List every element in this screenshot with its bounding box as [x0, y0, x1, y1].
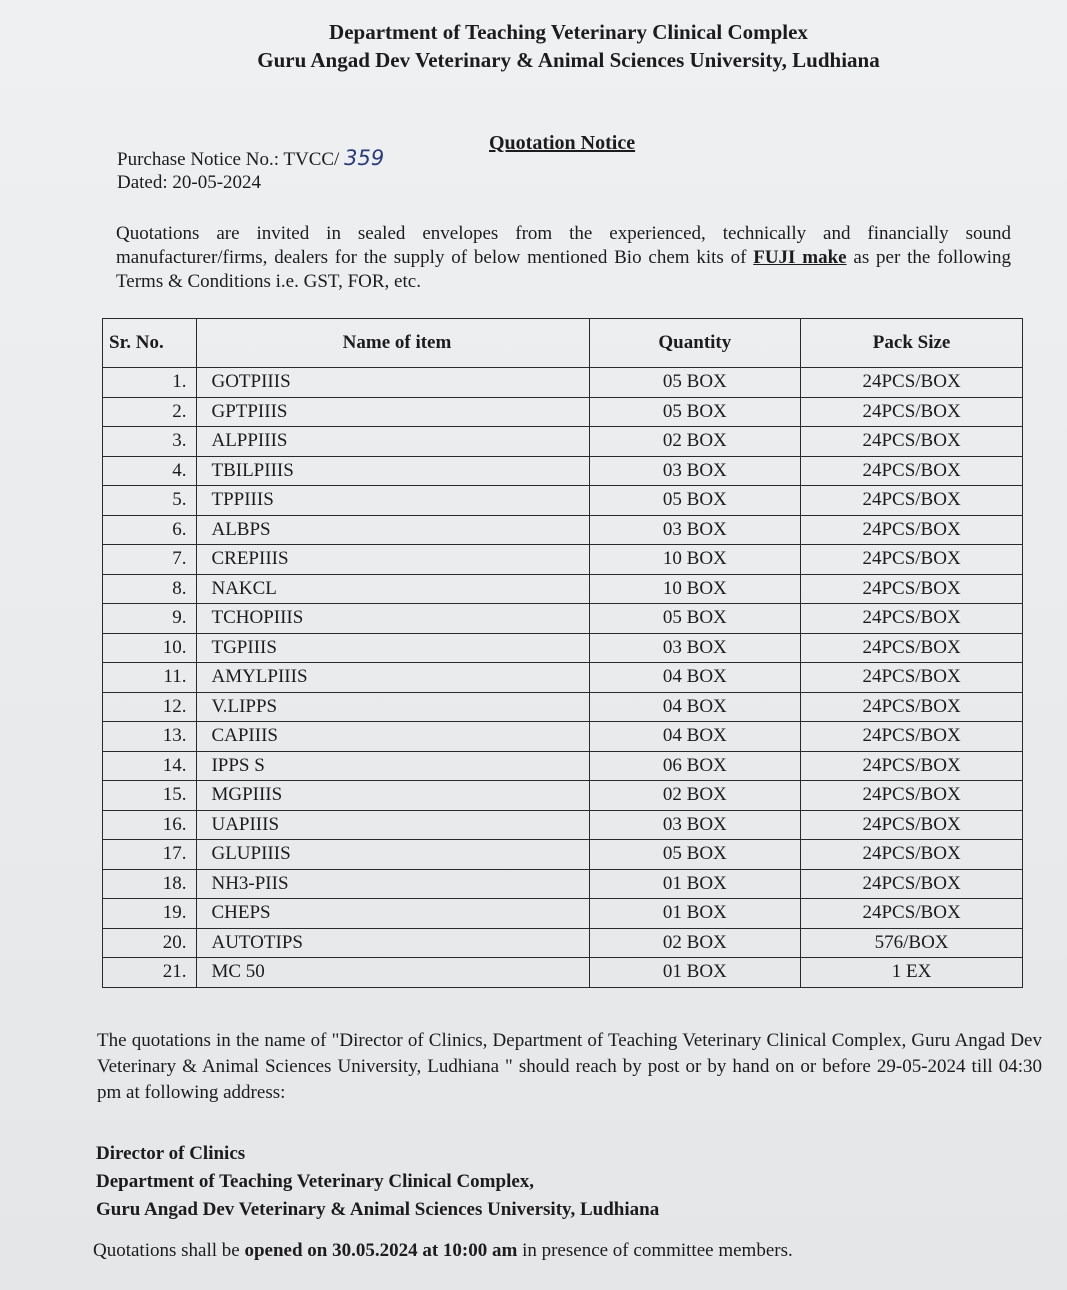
row-sr-no: 19.: [103, 899, 197, 929]
row-pack-size: 24PCS/BOX: [801, 515, 1023, 545]
row-item-name: GLUPIIIS: [197, 840, 589, 870]
row-item-name: IPPS S: [197, 751, 589, 781]
row-quantity: 03 BOX: [589, 515, 801, 545]
row-quantity: 02 BOX: [589, 928, 801, 958]
row-quantity: 10 BOX: [589, 545, 801, 575]
address-block: [96, 1140, 659, 1224]
address-line-3: Guru Angad Dev Veterinary & Animal Sciences University, Ludhiana: [96, 1199, 660, 1220]
table-row: [103, 604, 1023, 634]
make-highlight: FUJI make: [753, 247, 847, 268]
row-item-name: MGPIIIS: [197, 781, 589, 811]
address-line-1: Director of Clinics: [96, 1143, 246, 1164]
row-sr-no: 2.: [103, 397, 197, 427]
row-item-name: TBILPIIIS: [197, 456, 589, 486]
table-row: [103, 397, 1023, 427]
row-item-name: TGPIIIS: [197, 633, 589, 663]
row-quantity: 05 BOX: [589, 486, 801, 516]
row-quantity: 01 BOX: [589, 899, 801, 929]
table-row: [103, 810, 1023, 840]
row-sr-no: 5.: [103, 486, 197, 516]
row-sr-no: 17.: [103, 840, 197, 870]
row-quantity: 01 BOX: [589, 869, 801, 899]
row-quantity: 04 BOX: [589, 692, 801, 722]
row-item-name: NAKCL: [197, 574, 589, 604]
table-header-row: [103, 319, 1023, 368]
row-pack-size: 24PCS/BOX: [801, 692, 1023, 722]
items-table: [102, 318, 1023, 988]
intro-paragraph: [116, 222, 1011, 294]
header-quantity: Quantity: [589, 319, 801, 368]
row-item-name: TPPIIIS: [197, 486, 589, 516]
row-sr-no: 14.: [103, 751, 197, 781]
handwritten-notice-number: 359: [344, 146, 385, 170]
notice-date: Dated: 20-05-2024: [117, 172, 262, 193]
row-sr-no: 20.: [103, 928, 197, 958]
table-row: [103, 899, 1023, 929]
table-row: [103, 869, 1023, 899]
table-row: [103, 928, 1023, 958]
table-row: [103, 368, 1023, 398]
row-pack-size: 1 EX: [801, 958, 1023, 988]
row-item-name: UAPIIIS: [197, 810, 589, 840]
table-row: [103, 633, 1023, 663]
header-pack-size: Pack Size: [801, 319, 1023, 368]
row-sr-no: 12.: [103, 692, 197, 722]
row-quantity: 06 BOX: [589, 751, 801, 781]
submission-paragraph: The quotations in the name of "Director of Clinics, Department of Teaching Veterinary Clinical Complex, Guru Angad Dev Veterinary & Animal Sciences University, Ludhiana " should reach by post or by hand on or before 29-05-2024 till 04:30 pm at following address:: [97, 1030, 1042, 1103]
row-sr-no: 21.: [103, 958, 197, 988]
table-row: [103, 958, 1023, 988]
row-pack-size: 24PCS/BOX: [801, 633, 1023, 663]
table-row: [103, 722, 1023, 752]
row-quantity: 05 BOX: [589, 368, 801, 398]
row-item-name: TCHOPIIIS: [197, 604, 589, 634]
row-sr-no: 4.: [103, 456, 197, 486]
table-row: [103, 427, 1023, 457]
row-quantity: 01 BOX: [589, 958, 801, 988]
table-row: [103, 574, 1023, 604]
row-pack-size: 24PCS/BOX: [801, 545, 1023, 575]
table-row: [103, 663, 1023, 693]
university-heading: Guru Angad Dev Veterinary & Animal Sciences University, Ludhiana: [257, 48, 880, 72]
purchase-notice-label: Purchase Notice No.: TVCC/: [117, 149, 340, 170]
table-row: [103, 781, 1023, 811]
row-item-name: ALPPIIIS: [197, 427, 589, 457]
closing-text-end: in presence of committee members.: [517, 1240, 793, 1261]
row-sr-no: 8.: [103, 574, 197, 604]
row-quantity: 03 BOX: [589, 633, 801, 663]
row-sr-no: 13.: [103, 722, 197, 752]
row-pack-size: 576/BOX: [801, 928, 1023, 958]
row-item-name: GPTPIIIS: [197, 397, 589, 427]
purchase-notice-number: [117, 146, 384, 171]
row-pack-size: 24PCS/BOX: [801, 574, 1023, 604]
intro-text-end: as per the following Terms & Conditions i.e. GST, FOR, etc.: [116, 247, 1011, 292]
table-row: [103, 840, 1023, 870]
row-pack-size: 24PCS/BOX: [801, 810, 1023, 840]
row-pack-size: 24PCS/BOX: [801, 397, 1023, 427]
row-item-name: ALBPS: [197, 515, 589, 545]
row-item-name: NH3-PIIS: [197, 869, 589, 899]
table-row: [103, 751, 1023, 781]
table-row: [103, 456, 1023, 486]
closing-text-start: Quotations shall be: [93, 1240, 245, 1261]
row-sr-no: 15.: [103, 781, 197, 811]
row-pack-size: 24PCS/BOX: [801, 781, 1023, 811]
row-sr-no: 6.: [103, 515, 197, 545]
intro-text-start: Quotations are invited in sealed envelopes from the experienced, technically and financially sound manufacturer/firms, dealers for the supply of below mentioned Bio chem kits of: [116, 223, 1011, 268]
row-sr-no: 18.: [103, 869, 197, 899]
row-quantity: 04 BOX: [589, 722, 801, 752]
row-item-name: MC 50: [197, 958, 589, 988]
row-pack-size: 24PCS/BOX: [801, 751, 1023, 781]
address-line-2: Department of Teaching Veterinary Clinical Complex,: [96, 1171, 535, 1192]
row-pack-size: 24PCS/BOX: [801, 899, 1023, 929]
table-row: [103, 515, 1023, 545]
table-row: [103, 692, 1023, 722]
row-sr-no: 1.: [103, 368, 197, 398]
row-quantity: 04 BOX: [589, 663, 801, 693]
row-quantity: 02 BOX: [589, 781, 801, 811]
opening-date: opened on 30.05.2024 at 10:00 am: [244, 1240, 518, 1261]
row-pack-size: 24PCS/BOX: [801, 368, 1023, 398]
row-pack-size: 24PCS/BOX: [801, 869, 1023, 899]
row-pack-size: 24PCS/BOX: [801, 427, 1023, 457]
row-sr-no: 10.: [103, 633, 197, 663]
department-heading: Department of Teaching Veterinary Clinical Complex: [329, 20, 808, 44]
header-sr-no: Sr. No.: [103, 319, 197, 368]
row-pack-size: 24PCS/BOX: [801, 663, 1023, 693]
row-item-name: V.LIPPS: [197, 692, 589, 722]
row-item-name: AMYLPIIIS: [197, 663, 589, 693]
row-item-name: CREPIIIS: [197, 545, 589, 575]
row-sr-no: 7.: [103, 545, 197, 575]
notice-title: Quotation Notice: [489, 132, 636, 154]
row-item-name: AUTOTIPS: [197, 928, 589, 958]
row-item-name: GOTPIIIS: [197, 368, 589, 398]
header-item-name: Name of item: [197, 319, 589, 368]
row-item-name: CHEPS: [197, 899, 589, 929]
row-pack-size: 24PCS/BOX: [801, 840, 1023, 870]
row-quantity: 05 BOX: [589, 840, 801, 870]
row-quantity: 02 BOX: [589, 427, 801, 457]
row-pack-size: 24PCS/BOX: [801, 604, 1023, 634]
closing-statement: [93, 1240, 793, 1262]
row-pack-size: 24PCS/BOX: [801, 722, 1023, 752]
row-sr-no: 3.: [103, 427, 197, 457]
row-item-name: CAPIIIS: [197, 722, 589, 752]
row-quantity: 05 BOX: [589, 604, 801, 634]
row-quantity: 03 BOX: [589, 456, 801, 486]
row-pack-size: 24PCS/BOX: [801, 456, 1023, 486]
table-row: [103, 545, 1023, 575]
row-quantity: 03 BOX: [589, 810, 801, 840]
row-sr-no: 11.: [103, 663, 197, 693]
row-sr-no: 9.: [103, 604, 197, 634]
row-quantity: 05 BOX: [589, 397, 801, 427]
table-row: [103, 486, 1023, 516]
row-quantity: 10 BOX: [589, 574, 801, 604]
row-sr-no: 16.: [103, 810, 197, 840]
row-pack-size: 24PCS/BOX: [801, 486, 1023, 516]
